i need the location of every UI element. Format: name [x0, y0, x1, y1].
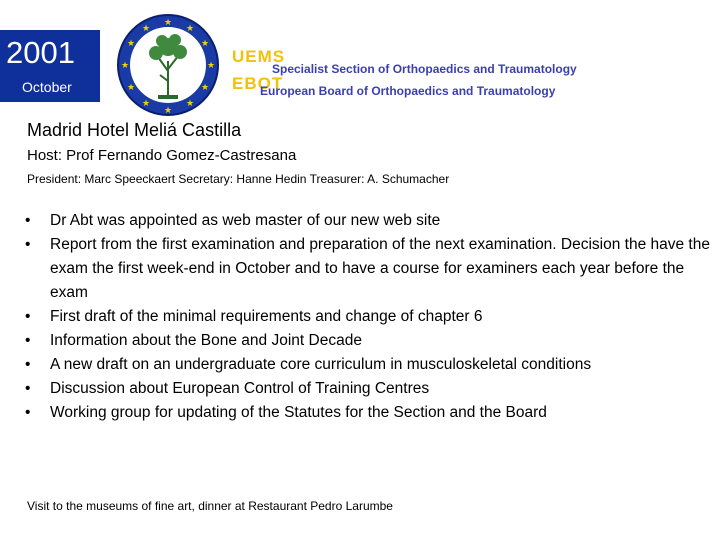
agenda-item [25, 233, 715, 305]
agenda-item-text: First draft of the minimal requirements and change of chapter 6 [50, 308, 483, 325]
uems-abbreviation: UEMS [232, 47, 286, 66]
social-program: Visit to the museums of fine art, dinner at Restaurant Pedro Larumbe [27, 499, 393, 513]
meeting-year: 2001 [6, 35, 75, 70]
svg-text:★: ★ [163, 17, 173, 27]
agenda-item [25, 305, 715, 329]
agenda-item-text: Information about the Bone and Joint Decade [50, 332, 362, 349]
svg-text:★: ★ [126, 38, 136, 48]
bullet-icon: • [25, 356, 31, 373]
uems-section-name: Specialist Section of Orthopaedics and Traumatology [272, 62, 577, 76]
agenda-item [25, 329, 715, 353]
svg-text:★: ★ [120, 60, 130, 70]
bullet-icon: • [25, 212, 31, 229]
ebot-board-name: European Board of Orthopaedics and Traumatology [260, 84, 556, 98]
organization-banner [232, 48, 652, 102]
agenda-item-text: Working group for updating of the Statutes for the Section and the Board [50, 404, 547, 421]
agenda-item [25, 377, 715, 401]
meeting-host: Host: Prof Fernando Gomez-Castresana [27, 147, 297, 164]
agenda-item-text: Dr Abt was appointed as web master of our new web site [50, 212, 441, 229]
ebot-abbreviation: EBOT [232, 74, 284, 93]
agenda-item-text: Report from the first examination and preparation of the next examination. Decision the have the exam the first week-end in October and to have a course for examiners each year before the exam [50, 236, 710, 301]
agenda-item [25, 353, 715, 377]
agenda-item [25, 209, 715, 233]
meeting-venue: Madrid Hotel Meliá Castilla [27, 120, 242, 140]
bullet-icon: • [25, 236, 31, 253]
svg-text:★: ★ [126, 82, 136, 92]
bullet-icon: • [25, 332, 31, 349]
svg-text:★: ★ [185, 23, 195, 33]
agenda-item-text: A new draft on an undergraduate core curriculum in musculoskeletal conditions [50, 356, 592, 373]
svg-text:★: ★ [200, 82, 210, 92]
agenda-list [25, 209, 715, 425]
uems-seal-logo [116, 13, 220, 117]
svg-text:★: ★ [200, 38, 210, 48]
svg-text:★: ★ [163, 105, 173, 115]
meeting-officers: President: Marc Speeckaert Secretary: Hanne Hedin Treasurer: A. Schumacher [27, 172, 450, 186]
agenda-item-text: Discussion about European Control of Training Centres [50, 380, 430, 397]
bullet-icon: • [25, 404, 31, 421]
svg-text:★: ★ [141, 23, 151, 33]
svg-text:★: ★ [185, 98, 195, 108]
meeting-month: October [22, 79, 72, 95]
bullet-icon: • [25, 308, 31, 325]
bullet-icon: • [25, 380, 31, 397]
svg-text:★: ★ [141, 98, 151, 108]
svg-text:★: ★ [206, 60, 216, 70]
agenda-item [25, 401, 715, 425]
